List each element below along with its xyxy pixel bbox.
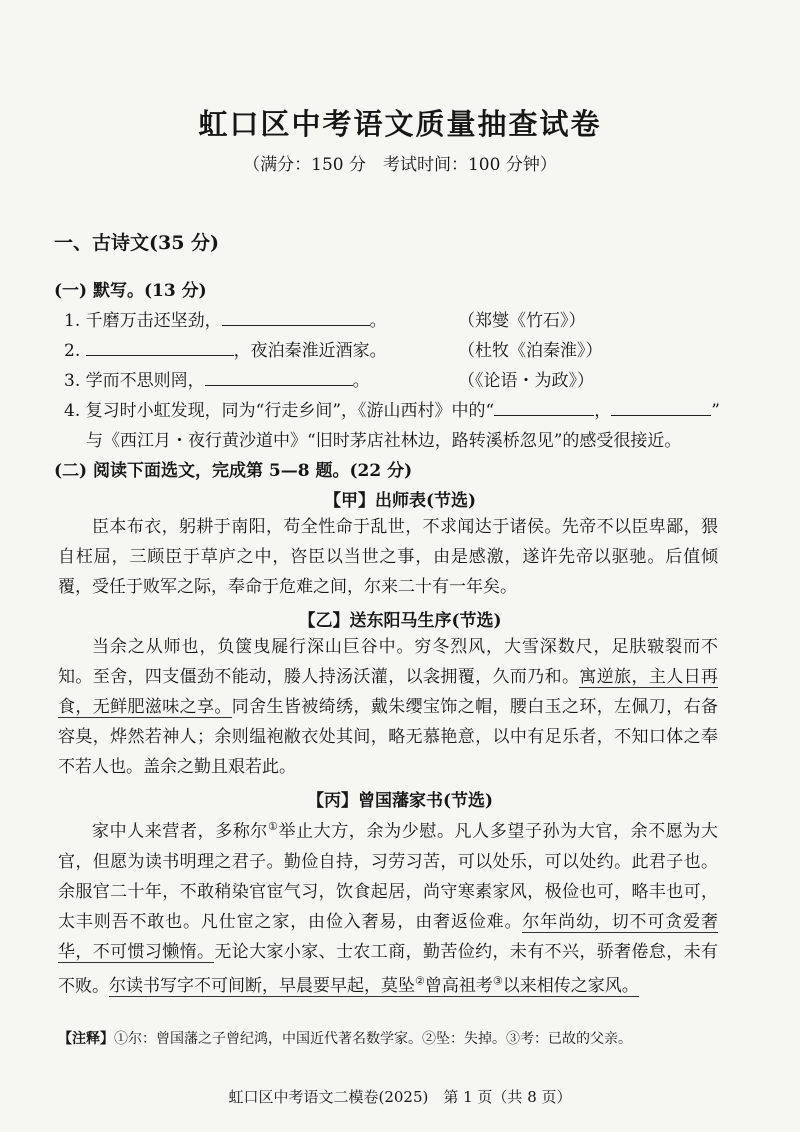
page-title: 虹口区中考语文质量抽查试卷 xyxy=(198,107,602,141)
source-3: （《论语・为政》） xyxy=(458,371,594,391)
passage-jia-text: 臣本布衣，躬耕于南阳，苟全性命于乱世，不求闻达于诸侯。先帝不以臣卑鄙，猥自枉屈，三顾臣于草庐之中，咨臣以当世之事，由是感激，遂许先帝以驱驰。后值倾覆，受任于败军之际，奉命于危难之间，尔来二十有一年矣。 xyxy=(58,517,718,597)
exam-info: （满分：150 分 考试时间：100 分钟） xyxy=(243,155,557,175)
passage-bing xyxy=(58,812,718,1001)
passage-yi-title: 【乙】送东阳马生序(节选) xyxy=(298,611,502,631)
section-heading: 一、古诗文(35 分) xyxy=(54,232,220,254)
source-2: （杜牧《泊秦淮》） xyxy=(458,341,603,361)
passage-bing-text-c: 无论大家小家、士农工商，勤苦俭约，未有不兴，骄奢倦怠，未有不败。 xyxy=(58,941,718,997)
question-4: 4. 复习时小虹发现，同为“行走乡间”，《游山西村》中的“ ， ” xyxy=(64,396,720,421)
passage-bing-text-b: 举止大方，余为少慰。凡人多望子孙为大官，余不愿为大官，但愿为读书明理之君子。勤俭自持，习劳习苦，可以处乐，可以处约。此君子也。余服官二十年，不敢稍染官宦气习，饮食起居，尚守寒素家风，极俭也可，略丰也可，太丰则吾不敢也。凡仕宦之家，由俭入奢易，由奢返俭难。 xyxy=(58,821,719,932)
part2-heading: (二) 阅读下面选文，完成第 5—8 题。(22 分) xyxy=(54,461,413,481)
annotation xyxy=(58,1028,632,1048)
answer-blank[interactable] xyxy=(494,397,594,416)
passage-bing-text-a: 家中人来营者，多称尔 xyxy=(92,821,269,842)
question-2: 2. ，夜泊秦淮近酒家。 xyxy=(64,336,387,361)
answer-blank[interactable] xyxy=(205,367,353,386)
source-1: （郑燮《竹石》） xyxy=(458,311,586,331)
footnote-marker: ② xyxy=(415,974,425,988)
question-3: 3. 学而不思则罔， 。 xyxy=(64,366,370,391)
answer-blank[interactable] xyxy=(222,307,370,326)
part1-heading: (一) 默写。(13 分) xyxy=(54,281,207,301)
annotation-label: 【注释】 xyxy=(58,1031,114,1047)
question-4-line2: 与《西江月・夜行黄沙道中》“旧时茅店社林边，路转溪桥忽见”的感受很接近。 xyxy=(86,431,682,451)
passage-bing-title: 【丙】曾国藩家书(节选) xyxy=(306,791,494,811)
underlined-sentence: 寓逆旅，主人日再食，无鲜肥滋味之享。 xyxy=(58,667,719,717)
passage-yi-text-a: 当余之从师也，负箧曳屣行深山巨谷中。穷冬烈风，大雪深数尺，足肤皲裂而不知。至舍，四支僵劲不能动，媵人持汤沃灌，以衾拥覆，久而乃和。 xyxy=(58,637,718,687)
footnote-marker: ① xyxy=(268,820,279,833)
passage-yi-text-b: 同舍生皆被绮绣，戴朱缨宝饰之帽，腰白玉之环，左佩刀，右备容臭，烨然若神人；余则缊袍敝衣处其间，略无慕艳意，以中有足乐者，不知口体之奉不若人也。盖余之勤且艰若此。 xyxy=(58,697,719,777)
annotation-text: ①尔：曾国藩之子曾纪鸿，中国近代著名数学家。②坠：失掉。③考：已故的父亲。 xyxy=(114,1031,632,1047)
footnote-marker: ③ xyxy=(492,974,503,988)
underlined-sentence: 尔读书写字不可间断，早晨要早起，莫坠②曾高祖考③以来相传之家风。 xyxy=(109,974,639,997)
answer-blank[interactable] xyxy=(86,337,234,356)
question-1: 1. 千磨万击还坚劲， 。 xyxy=(64,306,387,331)
answer-blank[interactable] xyxy=(611,397,711,416)
passage-yi xyxy=(58,632,718,782)
passage-jia-title: 【甲】出师表(节选) xyxy=(323,491,477,511)
passage-jia xyxy=(58,512,718,602)
page-footer: 虹口区中考语文二模卷(2025) 第 1 页（共 8 页） xyxy=(228,1088,572,1106)
underlined-sentence: 尔年尚幼，切不可贪爱奢华，不可惯习懒惰。 xyxy=(58,911,719,962)
